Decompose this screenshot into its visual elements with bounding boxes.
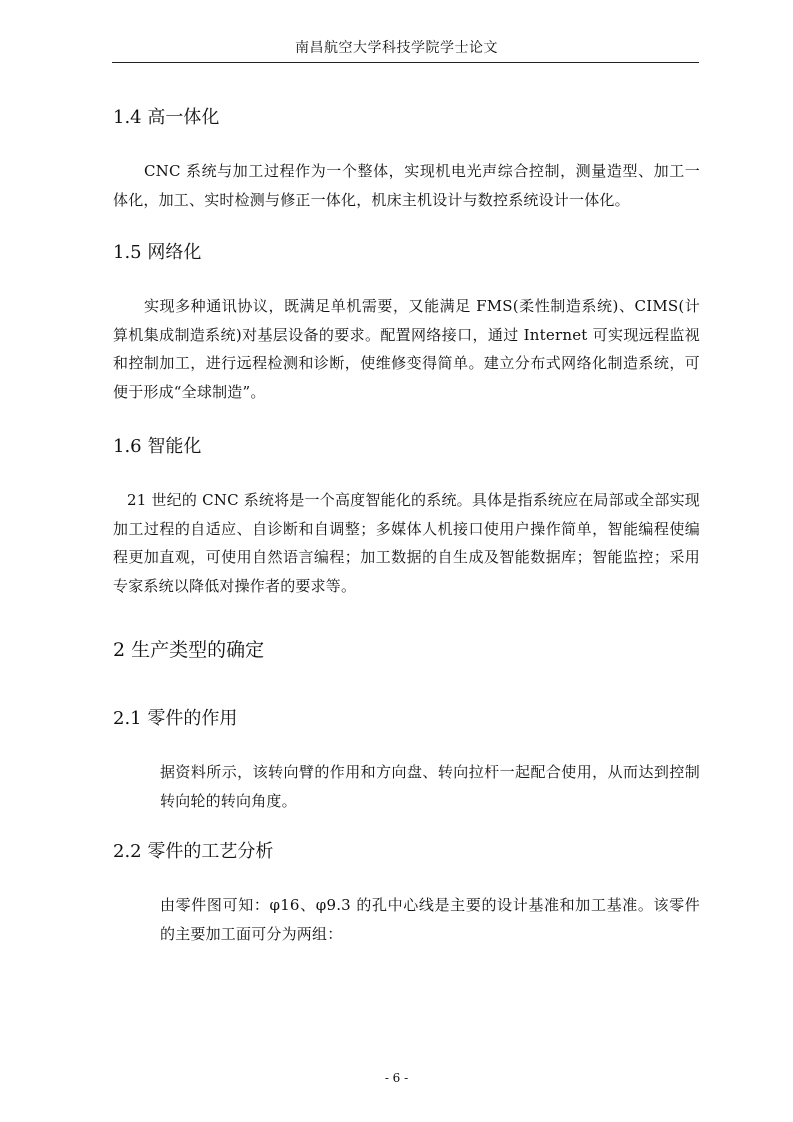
section-heading-1-5: 1.5 网络化	[113, 242, 202, 263]
running-header: 南昌航空大学科技学院学士论文	[295, 40, 498, 56]
section-heading-2-2: 2.2 零件的工艺分析	[113, 841, 274, 862]
paragraph-2-1: 据资料所示，该转向臂的作用和方向盘、转向拉杆一起配合使用，从而达到控制转向轮的转向角度。	[160, 763, 700, 810]
paragraph-1-6: 21 世纪的 CNC 系统将是一个高度智能化的系统。具体是指系统应在局部或全部实现加工过程的自适应、自诊断和自调整；多媒体人机接口使用户操作简单，智能编程使编程更加直观，可使用自然语言编程；加工数据的自生成及智能数据库；智能监控；采用专家系统以降低对操作者的要求等。	[113, 491, 700, 595]
header-rule	[112, 62, 699, 63]
page-number: - 6 -	[384, 1071, 409, 1085]
paragraph-1-4: CNC 系统与加工过程作为一个整体，实现机电光声综合控制，测量造型、加工一体化，加工、实时检测与修正一体化，机床主机设计与数控系统设计一体化。	[113, 162, 700, 209]
paragraph-2-2: 由零件图可知：φ16、φ9.3 的孔中心线是主要的设计基准和加工基准。该零件的主要加工面可分为两组：	[160, 896, 700, 943]
chapter-heading-2: 2 生产类型的确定	[113, 639, 265, 661]
section-heading-1-6: 1.6 智能化	[113, 436, 202, 457]
section-heading-1-4: 1.4 高一体化	[113, 107, 220, 128]
paragraph-1-5: 实现多种通讯协议，既满足单机需要，又能满足 FMS(柔性制造系统)、CIMS(计算机集成制造系统)对基层设备的要求。配置网络接口，通过 Internet 可实现远程监视和控制加工，进行远程检测和诊断，使维修变得简单。建立分布式网络化制造系统，可便于形成“全球制造”。	[113, 297, 700, 401]
section-heading-2-1: 2.1 零件的作用	[113, 708, 238, 729]
